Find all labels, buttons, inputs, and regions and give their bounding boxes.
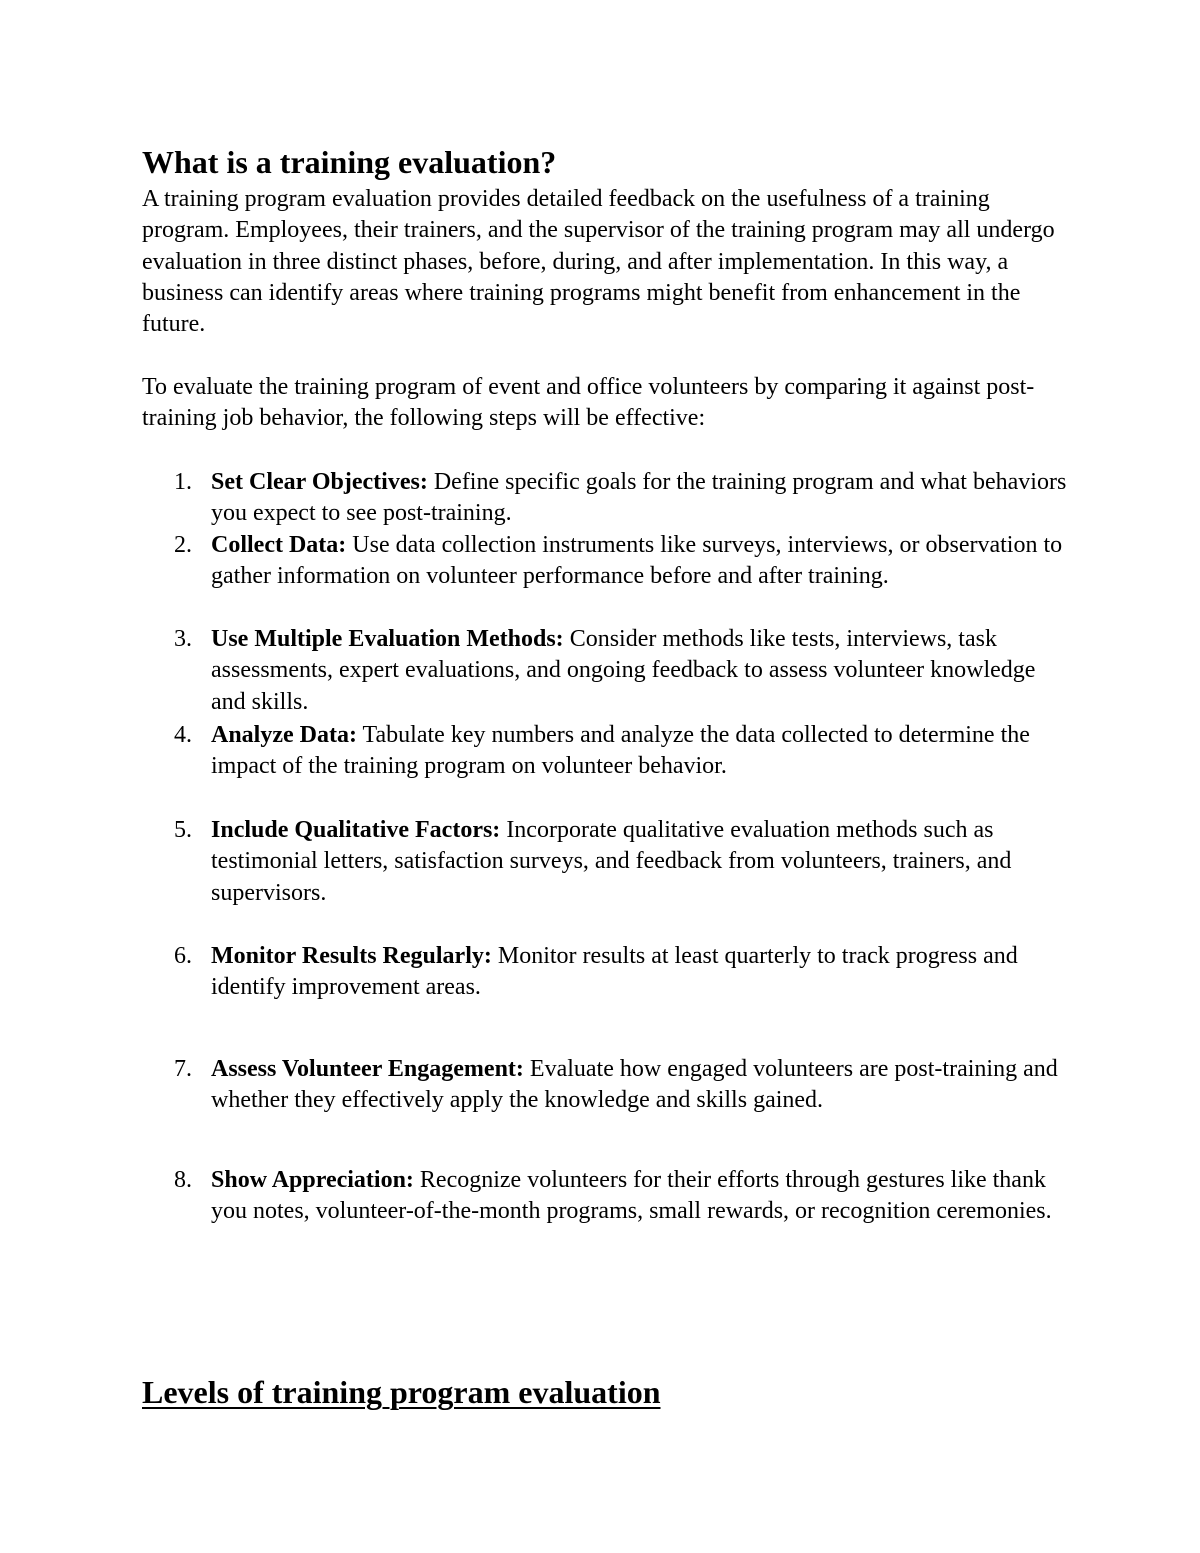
list-item-term: Include Qualitative Factors:	[211, 817, 501, 843]
list-item-term: Set Clear Objectives:	[211, 469, 428, 495]
list-item-number: 1.	[174, 469, 192, 495]
list-item-term: Use Multiple Evaluation Methods:	[211, 626, 564, 652]
list-item-term: Show Appreciation:	[211, 1167, 414, 1193]
list-item-description: Incorporate qualitative evaluation methods such as testimonial letters, satisfaction surveys, and feedback from volunteers, trainers, and supervisors.	[211, 817, 1012, 906]
list-item-text	[211, 720, 1071, 783]
lead-in-paragraph: To evaluate the training program of event and office volunteers by comparing it against post-training job behavior, the following steps will be effective:	[142, 374, 1035, 432]
list-item-number: 7.	[174, 1056, 192, 1082]
list-item-term: Collect Data:	[211, 532, 347, 558]
list-item-term: Assess Volunteer Engagement:	[211, 1056, 524, 1082]
page-title: What is a training evaluation?	[142, 144, 557, 180]
intro-paragraph: A training program evaluation provides detailed feedback on the usefulness of a training program. Employees, their trainers, and the supervisor of the training program may all undergo evaluation in three distinct phases, before, during, and after implementation. In this way, a business can identify areas where training programs might benefit from enhancement in the future.	[142, 186, 1055, 338]
list-item-text	[211, 530, 1071, 593]
list-item-number: 6.	[174, 943, 192, 969]
list-item-text	[211, 624, 1071, 718]
list-item-text	[211, 1054, 1071, 1117]
list-item-number: 2.	[174, 532, 192, 558]
list-item-description: Use data collection instruments like surveys, interviews, or observation to gather information on volunteer performance before and after training.	[211, 532, 1063, 590]
section-heading: Levels of training program evaluation	[142, 1374, 661, 1410]
list-item-term: Analyze Data:	[211, 722, 357, 748]
list-item-description: Evaluate how engaged volunteers are post-training and whether they effectively apply the knowledge and skills gained.	[211, 1056, 1058, 1114]
list-item-description: Define specific goals for the training program and what behaviors you expect to see post-training.	[211, 469, 1067, 527]
list-item-term: Monitor Results Regularly:	[211, 943, 492, 969]
list-item-text	[211, 815, 1071, 909]
list-item-number: 5.	[174, 817, 192, 843]
list-item-number: 8.	[174, 1167, 192, 1193]
list-item-text	[211, 467, 1071, 530]
list-item-description: Monitor results at least quarterly to track progress and identify improvement areas.	[211, 943, 1018, 1001]
list-item-number: 4.	[174, 722, 192, 748]
list-item-description: Tabulate key numbers and analyze the data collected to determine the impact of the training program on volunteer behavior.	[211, 722, 1030, 780]
list-item-text	[211, 1165, 1071, 1228]
list-item-number: 3.	[174, 626, 192, 652]
list-item-description: Consider methods like tests, interviews, task assessments, expert evaluations, and ongoing feedback to assess volunteer knowledge and skills.	[211, 626, 1036, 715]
list-item-text	[211, 941, 1071, 1004]
list-item-description: Recognize volunteers for their efforts through gestures like thank you notes, volunteer-of-the-month programs, small rewards, or recognition ceremonies.	[211, 1167, 1052, 1225]
